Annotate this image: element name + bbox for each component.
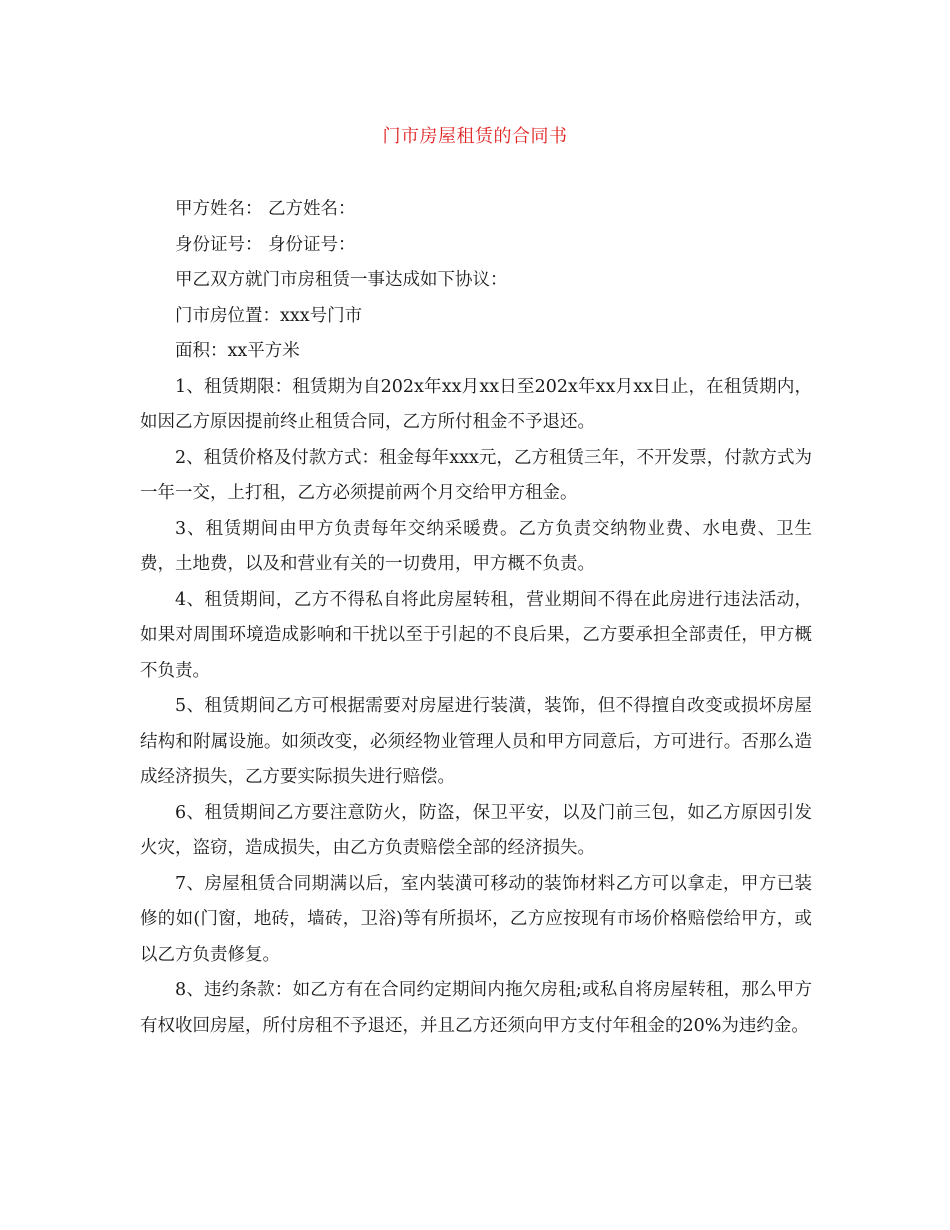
id-number-line: 身份证号： 身份证号： — [175, 234, 356, 255]
document-body — [140, 192, 812, 1044]
clause-lease-term: 1、租赁期限：租赁期为自202x年xx月xx日至202x年xx月xx日止，在租赁期内，如因乙方原因提前终止租赁合同，乙方所付租金不予退还。 — [140, 376, 812, 432]
clause-fees: 3、租赁期间由甲方负责每年交纳采暖费。乙方负责交纳物业费、水电费、卫生费，土地费，以及和营业有关的一切费用，甲方概不负责。 — [140, 518, 812, 574]
clause-expiry: 7、房屋租赁合同期满以后，室内装潢可移动的装饰材料乙方可以拿走，甲方已装修的如(门窗，地砖，墙砖，卫浴)等有所损坏，乙方应按现有市场价格赔偿给甲方，或以乙方负责修复。 — [140, 873, 812, 965]
document-title: 门市房屋租赁的合同书 — [382, 126, 568, 147]
party-names-line: 甲方姓名： 乙方姓名： — [175, 199, 356, 219]
shop-location: 门市房位置：xxx号门市 — [175, 305, 363, 326]
agreement-intro: 甲乙双方就门市房租赁一事达成如下协议： — [175, 270, 508, 290]
clause-breach: 8、违约条款：如乙方有在合同约定期间内拖欠房租;或私自将房屋转租，那么甲方有权收回房屋，所付房租不予退还，并且乙方还须向甲方支付年租金的20%为违约金。 — [140, 980, 812, 1036]
clause-decoration: 5、租赁期间乙方可根据需要对房屋进行装潢，装饰，但不得擅自改变或损坏房屋结构和附属设施。如须改变，必须经物业管理人员和甲方同意后，方可进行。否那么造成经济损失，乙方要实际损失进行赔偿。 — [140, 696, 812, 787]
shop-area: 面积：xx平方米 — [175, 341, 300, 361]
clause-safety: 6、租赁期间乙方要注意防火，防盗，保卫平安，以及门前三包，如乙方原因引发火灾，盗窃，造成损失，由乙方负责赔偿全部的经济损失。 — [140, 802, 812, 858]
clause-price-payment: 2、租赁价格及付款方式：租金每年xxx元，乙方租赁三年，不开发票，付款方式为一年一交，上打租，乙方必须提前两个月交给甲方租金。 — [140, 447, 812, 503]
clause-sublease: 4、租赁期间，乙方不得私自将此房屋转租，营业期间不得在此房进行违法活动，如果对周围环境造成影响和干扰以至于引起的不良后果，乙方要承担全部责任，甲方概不负责。 — [140, 589, 812, 681]
